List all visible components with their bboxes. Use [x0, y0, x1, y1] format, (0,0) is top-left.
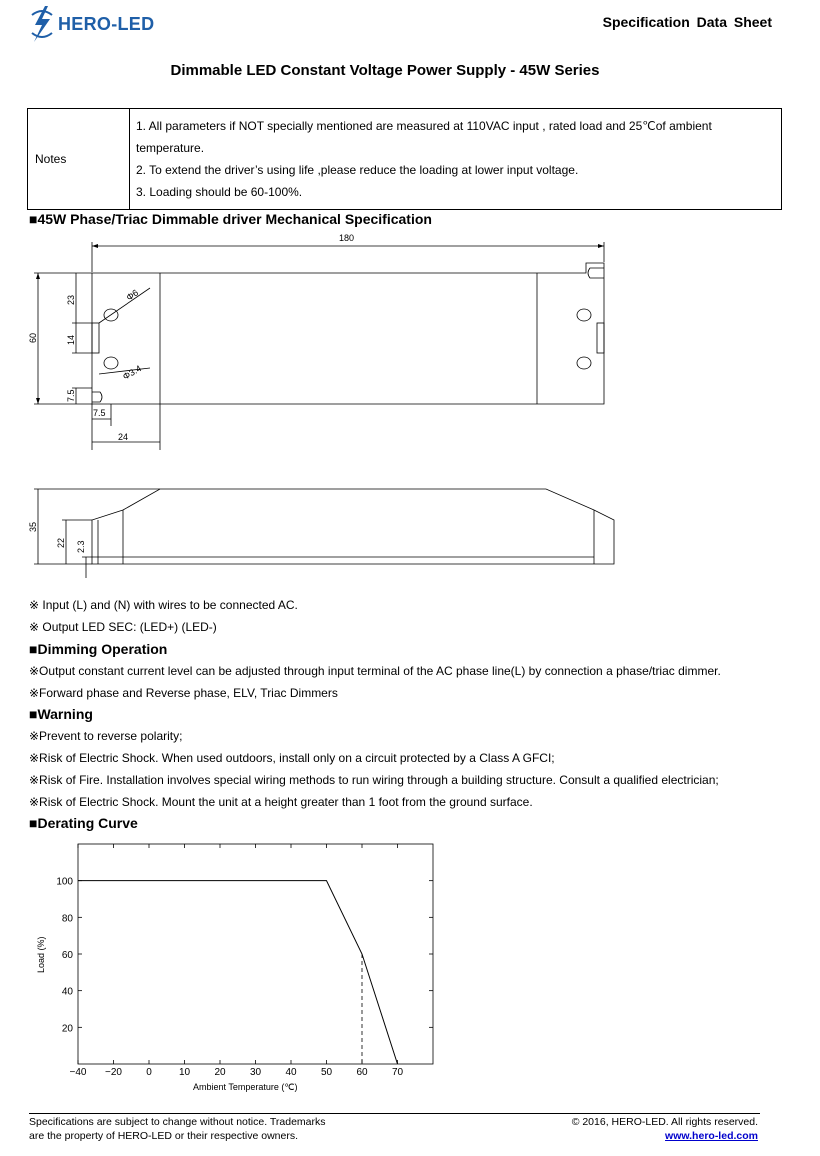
x-tick-label: −20: [105, 1067, 122, 1078]
dim-7-5-horizontal-label: 7.5: [93, 408, 106, 418]
x-tick-label: 10: [178, 1067, 191, 1078]
mechanical-heading: ■45W Phase/Triac Dimmable driver Mechanical Specification: [29, 211, 432, 227]
note-item: 3. Loading should be 60-100%.: [136, 185, 303, 199]
y-axis-label: Load (%): [36, 936, 46, 973]
note-item: 1. All parameters if NOT specially mentioned are measured at 110VAC input , rated load and 25℃of ambient temperature.: [136, 119, 712, 155]
notes-label: Notes: [28, 109, 130, 210]
footer-right: [572, 1115, 758, 1143]
website-link[interactable]: www.hero-led.com: [665, 1130, 758, 1142]
dimming-item: ※Output constant current level can be adjusted through input terminal of the AC phase line(L) by connection a phase/triac dimmer.: [29, 664, 721, 678]
doc-type-label: Specification Data Sheet: [602, 14, 772, 30]
y-tick-label: 100: [56, 876, 73, 888]
dim-length-label: 180: [339, 233, 355, 243]
derating-chart: [0, 835, 460, 1100]
brand-name: HERO-LED: [58, 13, 155, 34]
x-tick-label: −40: [69, 1067, 87, 1078]
footer-line: Specifications are subject to change without notice. Trademarks: [29, 1116, 326, 1128]
dim-14-label: 14: [66, 334, 76, 345]
x-axis-label: Ambient Temperature (℃): [193, 1082, 298, 1092]
top-view-drawing: [0, 230, 820, 450]
warning-item: ※Risk of Fire. Installation involves special wiring methods to run wiring through a building structure. Consult a qualified electrician;: [29, 773, 719, 787]
x-tick-label: 0: [146, 1067, 152, 1078]
x-tick-label: 60: [356, 1067, 368, 1078]
warning-item: ※Prevent to reverse polarity;: [29, 729, 183, 743]
dim-24-label: 24: [118, 432, 129, 442]
x-tick-label: 70: [391, 1067, 404, 1078]
dim-22-label: 22: [56, 537, 66, 548]
x-tick-label: 30: [249, 1067, 262, 1078]
y-tick-label: 20: [61, 1023, 73, 1035]
dim-2-3-label: 2.3: [76, 540, 86, 553]
notes-table: [27, 108, 782, 210]
lightning-logo-icon: [30, 5, 54, 43]
derating-heading: ■Derating Curve: [29, 815, 138, 831]
page-title: Dimmable LED Constant Voltage Power Supply - 45W Series: [170, 62, 600, 79]
warning-item: ※Risk of Electric Shock. When used outdoors, install only on a circuit protected by a Class A GFCI;: [29, 751, 555, 765]
dim-23-label: 23: [66, 294, 76, 305]
x-tick-label: 50: [320, 1067, 333, 1078]
x-tick-label: 20: [214, 1067, 226, 1078]
plot-frame: [78, 844, 433, 1064]
brand-logo: [30, 4, 154, 44]
dim-height-label: 35: [28, 521, 38, 532]
notes-body: [130, 109, 782, 210]
side-view-drawing: [0, 480, 820, 580]
note-item: 2. To extend the driver’s using life ,please reduce the loading at lower input voltage.: [136, 163, 579, 177]
y-tick-label: 40: [61, 986, 73, 998]
dimming-heading: ■Dimming Operation: [29, 641, 168, 657]
hole-small-label: Φ3.4: [121, 363, 144, 382]
wiring-note: ※ Output LED SEC: (LED+) (LED-): [29, 620, 217, 634]
footer-divider: [29, 1113, 760, 1114]
y-tick-label: 80: [61, 913, 73, 925]
dim-7-5-vertical-label: 7.5: [66, 389, 76, 402]
y-tick-label: 60: [61, 950, 73, 961]
wiring-note: ※ Input (L) and (N) with wires to be connected AC.: [29, 598, 298, 612]
footer-disclaimer: [29, 1115, 326, 1143]
footer-line: are the property of HERO-LED or their respective owners.: [29, 1130, 299, 1142]
copyright-text: © 2016, HERO-LED. All rights reserved.: [571, 1116, 758, 1128]
derating-line: [78, 881, 398, 1064]
dimming-item: ※Forward phase and Reverse phase, ELV, Triac Dimmers: [29, 686, 338, 700]
warning-heading: ■Warning: [29, 706, 93, 722]
warning-item: ※Risk of Electric Shock. Mount the unit at a height greater than 1 foot from the ground surface.: [29, 795, 533, 809]
dim-width-label: 60: [28, 332, 38, 343]
hole-large-label: Φ6: [124, 287, 141, 303]
x-tick-label: 40: [285, 1067, 297, 1078]
